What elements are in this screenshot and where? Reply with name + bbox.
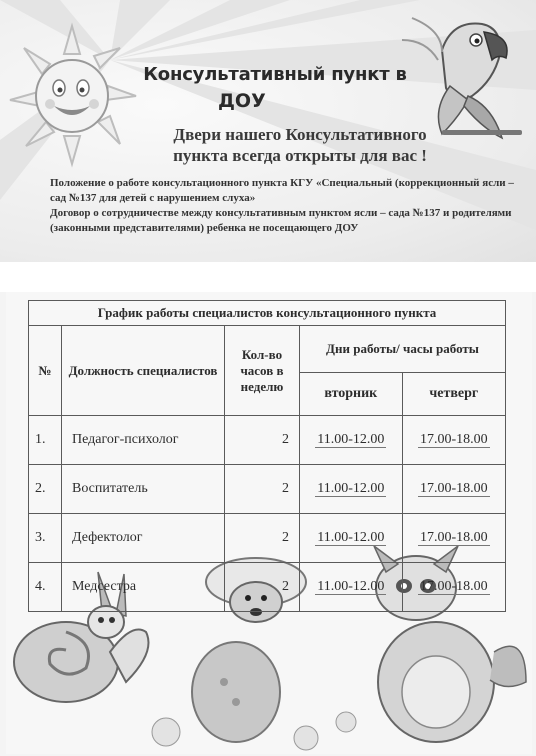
row-tuesday-time	[300, 416, 403, 465]
table-row	[29, 416, 506, 465]
welcome-subtitle-line1: Двери нашего Консультативного	[173, 125, 427, 144]
header-hours: Кол-во часов в неделю	[225, 326, 300, 416]
row-hours: 2	[225, 465, 300, 514]
header-thursday: четверг	[402, 373, 505, 416]
page-title: Консультативный пункт в	[143, 64, 407, 85]
tuesday-time-value: 11.00-12.00	[317, 530, 385, 545]
thursday-time-value: 17.00-18.00	[419, 481, 488, 496]
table-row	[29, 563, 506, 612]
table-row	[29, 465, 506, 514]
row-tuesday-time	[300, 465, 403, 514]
row-tuesday-time	[300, 514, 403, 563]
schedule-sheet	[6, 292, 532, 754]
row-number: 4.	[29, 563, 62, 612]
welcome-subtitle	[130, 124, 470, 166]
page-title-line2: ДОУ	[218, 90, 266, 112]
row-number: 1.	[29, 416, 62, 465]
agreement-paragraph: Договор о сотрудничестве между консультативным пунктом ясли – сада №137 и родителями (законными представителями) ребенка не посещающего ДОУ	[50, 207, 512, 234]
schedule-table	[28, 300, 506, 612]
top-flyer-sheet	[0, 0, 536, 262]
row-thursday-time	[402, 563, 505, 612]
tuesday-time-value: 11.00-12.00	[317, 579, 385, 594]
header-position: Должность специалистов	[62, 326, 225, 416]
row-position: Педагог-психолог	[62, 416, 225, 465]
tuesday-time-value: 11.00-12.00	[317, 481, 385, 496]
header-tuesday: вторник	[300, 373, 403, 416]
row-hours: 2	[225, 514, 300, 563]
row-position: Медсестра	[62, 563, 225, 612]
row-hours: 2	[225, 563, 300, 612]
welcome-subtitle-line2: пункта всегда открыты для вас !	[173, 146, 427, 165]
row-thursday-time	[402, 514, 505, 563]
row-tuesday-time	[300, 563, 403, 612]
regulation-paragraph: Положение о работе консультационного пункта КГУ «Специальный (коррекционный ясли – сад №137 для детей с нарушением слуха»	[50, 177, 514, 204]
row-number: 3.	[29, 514, 62, 563]
thursday-time-value: 17.00-18.00	[419, 432, 488, 447]
row-hours: 2	[225, 416, 300, 465]
row-thursday-time	[402, 465, 505, 514]
tuesday-time-value: 11.00-12.00	[317, 432, 385, 447]
thursday-time-value: 17.00-18.00	[419, 530, 488, 545]
row-position: Воспитатель	[62, 465, 225, 514]
sun-icon	[2, 18, 142, 168]
row-number: 2.	[29, 465, 62, 514]
thursday-time-value: 17.00-18.00	[419, 579, 488, 594]
table-row	[29, 514, 506, 563]
header-number: №	[29, 326, 62, 416]
header-days: Дни работы/ часы работы	[300, 326, 506, 373]
row-thursday-time	[402, 416, 505, 465]
schedule-caption: График работы специалистов консультационного пункта	[29, 301, 506, 326]
row-position: Дефектолог	[62, 514, 225, 563]
sheet-gap	[0, 262, 536, 292]
